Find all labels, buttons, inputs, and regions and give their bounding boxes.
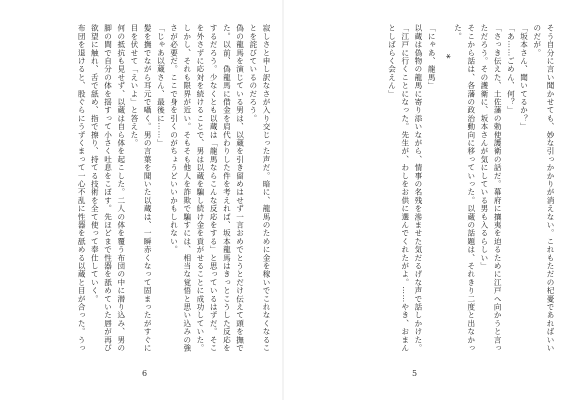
left-page-text	[9, 24, 273, 354]
dialogue-line: 「江戸に行くことになった。先生が、わしをお供に選んでくれたがよ。……やき、おまんとしばらく会えん」	[387, 24, 410, 352]
page-number: 6	[142, 369, 148, 378]
left-page	[0, 0, 283, 400]
paragraph: そう自分に言い聞かせても、妙な引っかかりが消えない。これもただの杞憂であればいいのだが。	[532, 24, 555, 352]
paragraph: 偽の龍馬を演じている男は、以蔵を引き留めはせず一言おめでとうとだけ伝えて頭を撫でた。以前、偽龍馬に借金を肩代わりした件を考えれば、坂本龍馬はきっとこうした反応をするだろう。少なくとも以蔵は「龍馬ならこんな反応をする」と思っているはずだ。そこを外さずに応対を続けることで、男は以蔵を騙し続け金を貢がせることに成功していた。	[195, 24, 245, 352]
dialogue-line: 「じゃあ以蔵さん、最後に……」	[156, 24, 166, 147]
right-page-text	[292, 24, 557, 354]
paragraph: 髪を撫でながら耳元で囁く。男の言葉を聞いた以蔵は、一瞬赤くなって固まったがすぐに目を伏せて「えいよ」と答えた。	[129, 24, 153, 352]
paragraph: しかし、それも限界が近い。そもそも他人を詐欺で騙すには、相当な覚悟と思い込みの強さが必要だ。ここで身を引くのがちょうどいいかもしれない。	[169, 24, 192, 352]
paragraph: そこから話は、各藩の政治動向に移っていった。以蔵の話題は、それきり二度と出なかった。	[453, 24, 476, 352]
paragraph: 以蔵は偽物の龍馬に寄り添いながら、情事の名残を滲ませた気だるげな声で話しかけた。	[413, 24, 423, 352]
paragraph: 布団を退けると、股ぐらにうずくまって一心不乱に性器を舐める以蔵と目が合った。うっ	[77, 24, 87, 352]
paragraph: 寂しさと申し訳なさが入り交じった声だ。暗に、龍馬のために金を稼いでこれなくなることを詫びているのだろう。	[248, 24, 271, 352]
page-number: 5	[412, 369, 418, 378]
right-page	[284, 0, 567, 400]
paragraph: 何の抵抗も見せず、以蔵は自ら体を起こした。二人の体を覆う布団の中に潜り込み、男の脚の間で自分の体を揺すって小さく吐息をこぼす。先ほどまで性器を舐めていた唇が再び欲望に触れ、舌で舐め、指で擦り、持てる技術を全て使って奉仕していく。	[90, 24, 126, 352]
dialogue-line: 「あ……ごめん、何？」	[506, 24, 516, 115]
dialogue-line: 「さっき伝えた、土佐藩の勅使護衛の話だ。幕府に攘夷を迫るために江戸へ向かうと言っただろう。その護衛に、坂本さんが気にしている男も入るらしい」	[479, 24, 503, 352]
dialogue-line: 「坂本さん、聞いてるか？」	[519, 24, 529, 131]
dialogue-line: 「にゃあ、龍馬」	[427, 24, 437, 90]
section-break-asterisk: *	[440, 54, 451, 60]
